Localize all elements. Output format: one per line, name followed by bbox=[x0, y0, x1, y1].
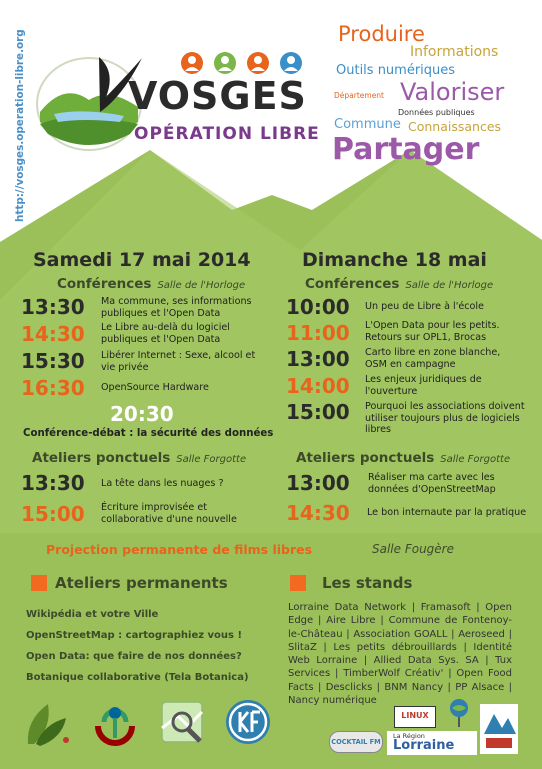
cloud-word: Connaissances bbox=[408, 119, 502, 134]
cloud-word: Partager bbox=[332, 132, 480, 167]
linux-sponsor-logo: LINUX bbox=[394, 706, 436, 728]
talk-time: 10:00 bbox=[286, 295, 350, 319]
talk-title: Les enjeux juridiques de l'ouverture bbox=[365, 374, 482, 397]
talk-title: OpenSource Hardware bbox=[101, 382, 209, 393]
workshop-item: Open Data: que faire de nos données? bbox=[26, 651, 242, 662]
cloud-word: Outils numériques bbox=[336, 63, 456, 78]
cloud-word: Informations bbox=[410, 44, 499, 60]
talk-time: 16:30 bbox=[21, 376, 85, 400]
talk-title: L'Open Data pour les petits. Retours sur OPL1, Brocas bbox=[365, 320, 500, 343]
region-lorraine-logo: La Région Lorraine bbox=[387, 731, 477, 755]
saturday-title: Samedi 17 mai 2014 bbox=[33, 249, 251, 271]
atelier-time: 13:30 bbox=[21, 471, 85, 495]
atelier-time: 14:30 bbox=[286, 501, 350, 525]
talk-title: Libérer Internet : Sexe, alcool et vie privée bbox=[101, 350, 256, 373]
workshop-item: Wikipédia et votre Ville bbox=[26, 609, 159, 620]
talk-time: 13:00 bbox=[286, 347, 350, 371]
talk-title: Carto libre en zone blanche, OSM en campagne bbox=[365, 347, 501, 370]
talk-time: 11:00 bbox=[286, 321, 350, 345]
cloud-word: Commune bbox=[334, 117, 401, 132]
orange-square-icon bbox=[290, 575, 306, 591]
cloud-word: Produire bbox=[338, 22, 425, 46]
cloud-word: Valoriser bbox=[400, 78, 505, 106]
talk-title: Ma commune, ses informations publiques et l'Open Data bbox=[101, 296, 252, 319]
evening-time: 20:30 bbox=[110, 402, 174, 426]
atelier-title: Écriture improvisée et collaborative d'une nouvelle bbox=[101, 502, 237, 525]
cocktail-fm-logo: COCKTAIL FM bbox=[329, 731, 383, 753]
cloud-word: Département bbox=[334, 91, 384, 100]
people-icons bbox=[180, 50, 310, 76]
stands-list: Lorraine Data Network | Framasoft | Open Edge | Aire Libre | Commune de Fontenoy-le-Château | Association GOALL | Aeroseed | SlitaZ | Les petits débrouillards | Identité Web Lorraine | Allied Data Sys. SA | Tux Services | TimberWolf Créativ' | Open Food Facts | Desclicks | BNM Nancy | PP Alsace | Nancy numérique bbox=[288, 602, 512, 707]
evening-title: Conférence-débat : la sécurité des données bbox=[23, 428, 274, 439]
atelier-title: Réaliser ma carte avec les données d'OpenStreetMap bbox=[368, 472, 496, 495]
saturday-ateliers-heading: Ateliers ponctuels Salle Forgotte bbox=[32, 450, 247, 466]
framasoft-icon bbox=[224, 698, 272, 746]
talk-time: 14:00 bbox=[286, 374, 350, 398]
globe-icon bbox=[448, 698, 470, 730]
projection-title: Projection permanente de films libres bbox=[46, 542, 313, 557]
talk-time: 15:30 bbox=[21, 349, 85, 373]
workshop-item: OpenStreetMap : cartographiez vous ! bbox=[26, 630, 243, 641]
talk-time: 13:30 bbox=[21, 295, 85, 319]
svg-text:http://vosges.operation-libre.: http://vosges.operation-libre.org bbox=[14, 29, 26, 222]
talk-time: 15:00 bbox=[286, 400, 350, 424]
sunday-title: Dimanche 18 mai bbox=[302, 249, 487, 271]
atelier-title: Le bon internaute par la pratique bbox=[367, 507, 527, 518]
openstreetmap-icon bbox=[158, 698, 206, 746]
orange-square-icon bbox=[31, 575, 47, 591]
brand-title: VOSGES bbox=[128, 74, 307, 118]
talk-title: Un peu de Libre à l'école bbox=[365, 301, 484, 312]
ateliers-permanents-title: Ateliers permanents bbox=[55, 574, 228, 592]
wikimedia-icon bbox=[92, 700, 138, 746]
sunday-conferences-heading: Conférences Salle de l'Horloge bbox=[305, 276, 494, 292]
tela-botanica-icon bbox=[22, 700, 72, 748]
talk-title: Le Libre au-delà du logiciel publiques et l'Open Data bbox=[101, 322, 230, 345]
projection-room: Salle Fougère bbox=[372, 542, 455, 556]
stands-title: Les stands bbox=[322, 574, 413, 592]
atelier-time: 13:00 bbox=[286, 471, 350, 495]
site-url[interactable] bbox=[8, 22, 28, 222]
brand-subtitle: OPÉRATION LIBRE bbox=[134, 124, 320, 144]
cloud-word: Données publiques bbox=[398, 108, 475, 117]
sunday-ateliers-heading: Ateliers ponctuels Salle Forgotte bbox=[296, 450, 511, 466]
atelier-time: 15:00 bbox=[21, 502, 85, 526]
talk-time: 14:30 bbox=[21, 322, 85, 346]
atelier-title: La tête dans les nuages ? bbox=[101, 478, 224, 489]
saturday-conferences-heading: Conférences Salle de l'Horloge bbox=[57, 276, 246, 292]
ville-logo bbox=[480, 704, 518, 754]
workshop-item: Botanique collaborative (Tela Botanica) bbox=[26, 672, 249, 683]
talk-title: Pourquoi les associations doivent utiliser toujours plus de logiciels libres bbox=[365, 401, 525, 435]
